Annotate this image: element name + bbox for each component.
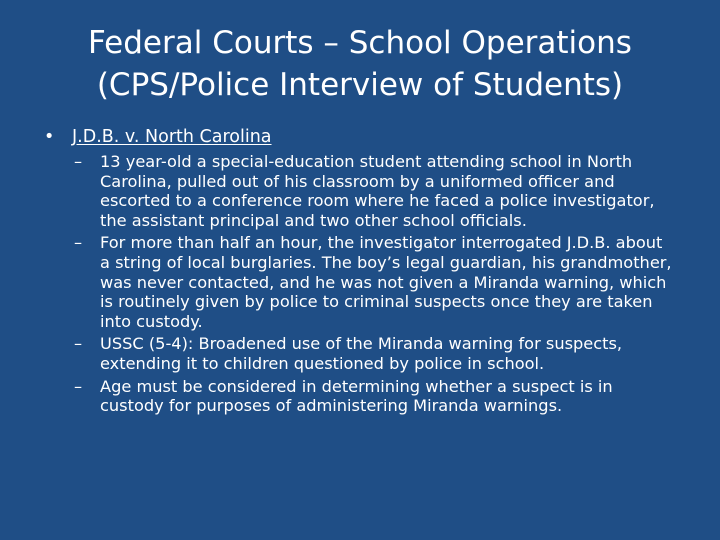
dash-marker: – [74, 233, 83, 253]
dash-marker: – [74, 376, 83, 396]
sub-bullet [30, 377, 680, 416]
sub-bullet [30, 334, 680, 373]
sub-bullet-text: USSC (5-4): Broadened use of the Miranda warning for suspects, extending it to children questioned by police in school. [100, 334, 623, 373]
sub-bullet-text: For more than half an hour, the investigator interrogated J.D.B. about a string of local burglaries. The boy’s legal guardian, his grandmother, was never contacted, and he was not given a Miranda warning, which is routinely given by police to criminal suspects once they are taken into custody. [100, 233, 672, 331]
sub-bullet-text: 13 year-old a special-education student attending school in North Carolina, pulled out of his classroom by a uniformed officer and escorted to a conference room where he faced a police investigator, the assistant principal and two other school officials. [100, 152, 655, 230]
main-bullet [30, 126, 680, 148]
slide-title [20, 22, 700, 106]
dash-marker: – [74, 334, 83, 354]
sub-bullet-text: Age must be considered in determining whether a suspect is in custody for purposes of administering Miranda warnings. [100, 376, 613, 416]
bullet-marker: • [44, 127, 55, 147]
slide-content [30, 126, 680, 419]
title-line-2: (CPS/Police Interview of Students) [96, 67, 624, 103]
sub-bullet-list [30, 152, 680, 416]
sub-bullet [30, 152, 680, 230]
title-line-1: Federal Courts – School Operations [88, 25, 632, 61]
dash-marker: – [74, 152, 83, 171]
case-name-link[interactable]: J.D.B. v. North Carolina [72, 127, 272, 147]
sub-bullet [30, 233, 680, 331]
